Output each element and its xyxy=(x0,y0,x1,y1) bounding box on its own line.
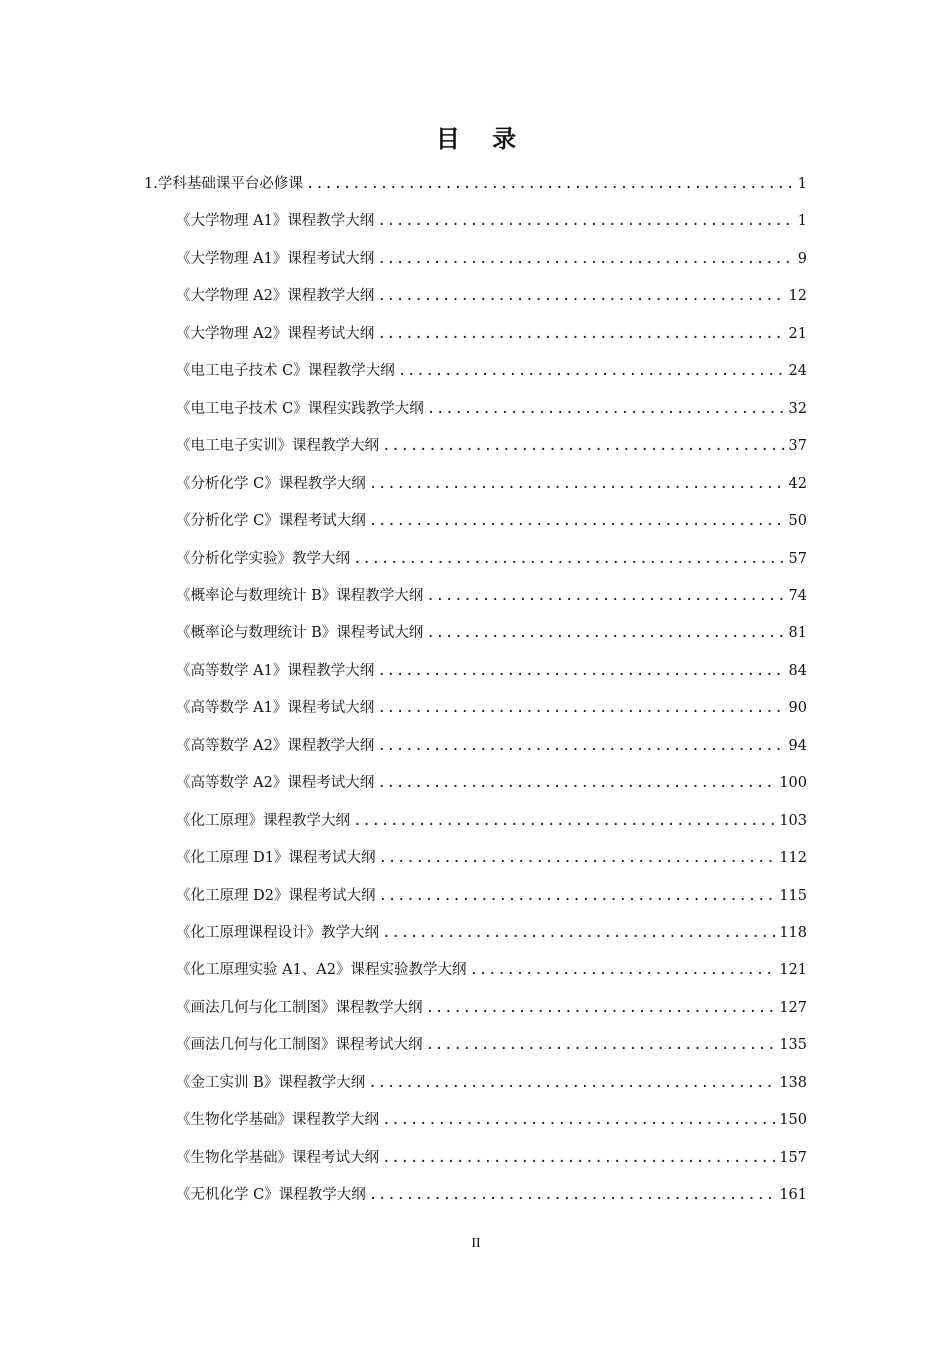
toc-entry-page: 135 xyxy=(779,1037,807,1054)
toc-entry[interactable] xyxy=(176,1105,807,1135)
dot-leader xyxy=(377,693,785,723)
toc-entry-title: 《画法几何与化工制图》课程教学大纲 xyxy=(176,999,423,1016)
dot-leader xyxy=(369,469,786,499)
toc-entry[interactable] xyxy=(176,918,807,948)
toc-entry[interactable] xyxy=(176,394,807,424)
toc-entry-title: 《大学物理 A2》课程教学大纲 xyxy=(176,288,375,305)
toc-entry-page: 100 xyxy=(779,775,807,792)
toc-entry-page: 1 xyxy=(797,176,807,192)
toc-entry-title: 《化工原理 D1》课程考试大纲 xyxy=(176,850,376,867)
toc-entry[interactable] xyxy=(144,169,807,199)
dot-leader xyxy=(369,1180,777,1210)
toc-entry-page: 57 xyxy=(788,550,807,567)
toc-entry[interactable] xyxy=(176,618,807,648)
toc-entry-page: 94 xyxy=(788,737,807,754)
dot-leader xyxy=(382,1143,776,1173)
dot-leader xyxy=(382,1105,776,1135)
toc-entry-title: 《概率论与数理统计 B》课程教学大纲 xyxy=(176,587,424,604)
dot-leader xyxy=(427,394,786,424)
toc-entry-page: 81 xyxy=(788,625,807,642)
toc-entry[interactable] xyxy=(176,356,807,386)
toc-entry-page: 9 xyxy=(797,250,807,267)
toc-entry-page: 74 xyxy=(788,587,807,604)
toc-entry-title: 《高等数学 A2》课程考试大纲 xyxy=(176,775,375,792)
toc-entry-title: 《高等数学 A1》课程考试大纲 xyxy=(176,700,375,717)
dot-leader xyxy=(306,169,795,199)
toc-entry[interactable] xyxy=(176,731,807,761)
toc-entry-title: 《电工电子实训》课程教学大纲 xyxy=(176,438,379,455)
toc-entry[interactable] xyxy=(176,469,807,499)
toc-entry-page: 150 xyxy=(779,1112,807,1129)
toc-entry[interactable] xyxy=(176,806,807,836)
toc-entry[interactable] xyxy=(176,544,807,574)
dot-leader xyxy=(377,206,794,236)
toc-entry-page: 32 xyxy=(788,400,807,417)
dot-leader xyxy=(426,1030,777,1060)
toc-entry-page: 112 xyxy=(779,850,807,867)
toc-entry-title: 《电工电子技术 C》课程实践教学大纲 xyxy=(176,400,424,417)
dot-leader xyxy=(426,618,785,648)
toc-entry-page: 12 xyxy=(788,288,807,305)
toc-entry-title: 《化工原理》课程教学大纲 xyxy=(176,812,350,829)
dot-leader xyxy=(377,244,794,274)
toc-entry[interactable] xyxy=(176,993,807,1023)
toc-entry[interactable] xyxy=(176,1068,807,1098)
toc-entry-title: 《分析化学 C》课程考试大纲 xyxy=(176,513,366,530)
toc-entry-title: 《金工实训 B》课程教学大纲 xyxy=(176,1074,366,1091)
toc-entry-page: 118 xyxy=(779,925,807,941)
dot-leader xyxy=(378,843,776,873)
dot-leader xyxy=(353,544,786,574)
toc-entry-title: 《高等数学 A2》课程教学大纲 xyxy=(176,737,375,754)
dot-leader xyxy=(377,319,785,349)
dot-leader xyxy=(378,881,776,911)
toc-entry[interactable] xyxy=(176,768,807,798)
toc-entry[interactable] xyxy=(176,843,807,873)
toc-entry-title: 《大学物理 A2》课程考试大纲 xyxy=(176,325,375,342)
dot-leader xyxy=(369,506,786,536)
toc-entry-page: 50 xyxy=(788,513,807,530)
toc-entry-title: 《大学物理 A1》课程教学大纲 xyxy=(176,213,375,230)
toc-entry-page: 127 xyxy=(779,999,807,1016)
toc-entry-title: 1.学科基础课平台必修课 xyxy=(144,176,303,192)
toc-entry-title: 《化工原理实验 A1、A2》课程实验教学大纲 xyxy=(176,962,467,979)
toc-entry[interactable] xyxy=(176,281,807,311)
toc-entry-title: 《概率论与数理统计 B》课程考试大纲 xyxy=(176,625,424,642)
dot-leader xyxy=(426,993,777,1023)
toc-entry-page: 1 xyxy=(797,213,807,230)
toc-entry-page: 161 xyxy=(779,1187,807,1204)
toc-entry-page: 157 xyxy=(779,1149,807,1166)
dot-leader xyxy=(353,806,776,836)
page-number: II xyxy=(471,1236,481,1251)
toc-entry-page: 115 xyxy=(779,887,807,904)
toc-entry-page: 121 xyxy=(779,962,807,979)
toc-entry[interactable] xyxy=(176,881,807,911)
toc-entry-title: 《大学物理 A1》课程考试大纲 xyxy=(176,250,375,267)
toc-entry-page: 103 xyxy=(779,812,807,829)
toc-entry[interactable] xyxy=(176,244,807,274)
dot-leader xyxy=(382,918,776,948)
toc-entry-title: 《无机化学 C》课程教学大纲 xyxy=(176,1187,366,1204)
toc-entry[interactable] xyxy=(176,206,807,236)
toc-entry-title: 《电工电子技术 C》课程教学大纲 xyxy=(176,363,395,380)
toc-entry-title: 《画法几何与化工制图》课程考试大纲 xyxy=(176,1037,423,1054)
toc-entry-title: 《高等数学 A1》课程教学大纲 xyxy=(176,662,375,679)
dot-leader xyxy=(398,356,786,386)
toc-entry-title: 《化工原理课程设计》教学大纲 xyxy=(176,925,379,941)
dot-leader xyxy=(377,768,776,798)
toc-entry[interactable] xyxy=(176,1180,807,1210)
toc-entry-title: 《生物化学基础》课程考试大纲 xyxy=(176,1149,379,1166)
toc-entry[interactable] xyxy=(176,693,807,723)
toc-entry-title: 《化工原理 D2》课程考试大纲 xyxy=(176,887,376,904)
toc-entry[interactable] xyxy=(176,1030,807,1060)
dot-leader xyxy=(470,955,777,985)
toc-entry[interactable] xyxy=(176,581,807,611)
dot-leader xyxy=(377,731,785,761)
dot-leader xyxy=(426,581,785,611)
toc-entry[interactable] xyxy=(176,955,807,985)
dot-leader xyxy=(377,281,785,311)
toc-entry-page: 138 xyxy=(779,1074,807,1091)
dot-leader xyxy=(382,431,786,461)
toc-entry[interactable] xyxy=(176,431,807,461)
toc-entry[interactable] xyxy=(176,1143,807,1173)
dot-leader xyxy=(368,1068,776,1098)
toc-entry[interactable] xyxy=(176,319,807,349)
toc-entry-page: 21 xyxy=(788,325,807,342)
toc-entry-page: 42 xyxy=(788,475,807,492)
dot-leader xyxy=(377,656,785,686)
toc-entry-page: 37 xyxy=(788,438,807,455)
page-title: 目 录 xyxy=(435,125,529,153)
toc-entry-page: 90 xyxy=(788,700,807,717)
toc-entry-title: 《分析化学实验》教学大纲 xyxy=(176,550,350,567)
toc-entry-title: 《生物化学基础》课程教学大纲 xyxy=(176,1112,379,1129)
toc-entry[interactable] xyxy=(176,506,807,536)
toc-entry-page: 84 xyxy=(788,662,807,679)
toc-entry[interactable] xyxy=(176,656,807,686)
toc-entry-page: 24 xyxy=(788,363,807,380)
toc-entry-title: 《分析化学 C》课程教学大纲 xyxy=(176,475,366,492)
